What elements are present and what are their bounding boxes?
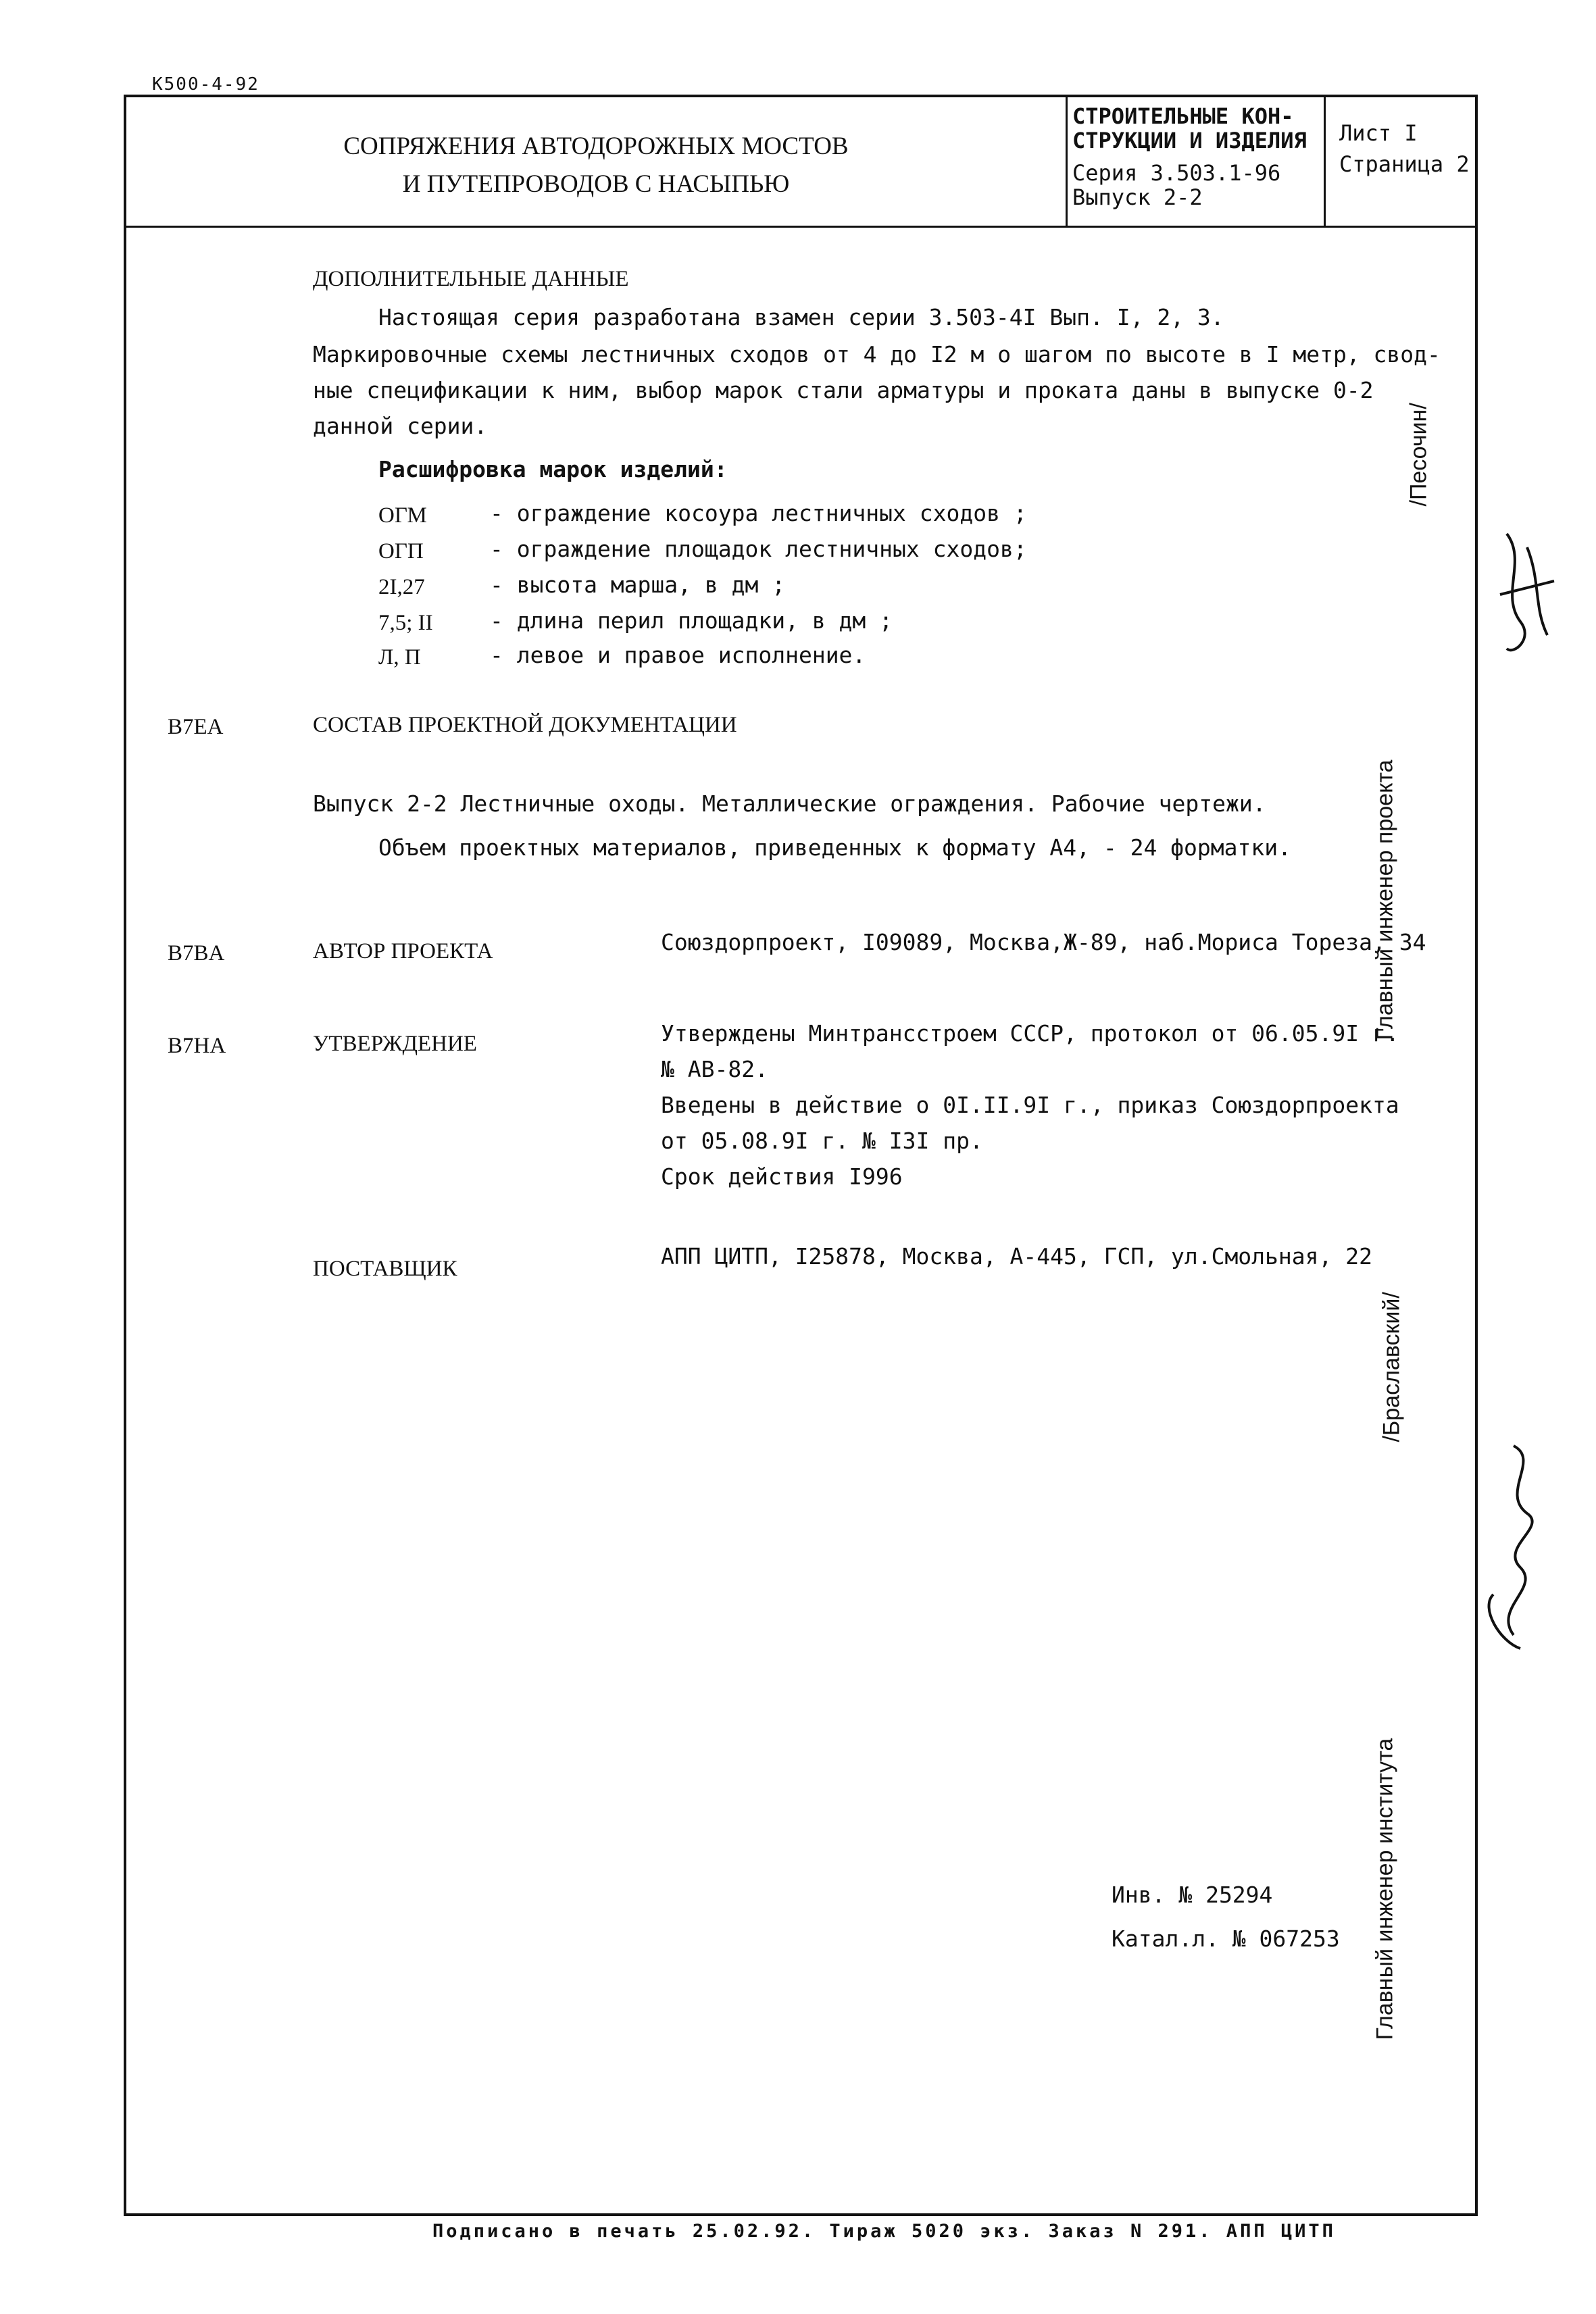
mark-desc: - левое и правое исполнение. xyxy=(490,642,866,668)
mark-desc: - ограждение площадок лестничных сходов; xyxy=(490,536,1027,562)
approval-heading: УТВЕРЖДЕНИЕ xyxy=(313,1032,477,1056)
header-divider-2 xyxy=(1324,97,1326,226)
category-line-2: СТРУКЦИИ И ИЗДЕЛИЯ xyxy=(1072,128,1307,153)
mark-code: ОГП xyxy=(378,539,424,563)
mark-code: ОГМ xyxy=(378,503,427,528)
header-divider-1 xyxy=(1066,97,1068,226)
page-number: Страница 2 xyxy=(1339,151,1470,177)
composition-line-1: Выпуск 2-2 Лестничные оходы. Металлические ограждения. Рабочие чертежи. xyxy=(313,790,1266,817)
additional-line-4: данной серии. xyxy=(313,413,488,439)
decode-heading: Расшифровка марок изделий: xyxy=(378,456,728,482)
section-code: B7BA xyxy=(168,941,225,965)
sheet-number: Лист I xyxy=(1339,120,1418,146)
approval-line-2: № АВ-82. xyxy=(661,1056,768,1082)
title-line-2: И ПУТЕПРОВОДОВ С НАСЫПЬЮ xyxy=(402,170,790,198)
approval-line-3: Введены в действие о 0I.II.9I г., приказ Союздорпроекта xyxy=(661,1092,1399,1118)
author-heading: АВТОР ПРОЕКТА xyxy=(313,939,493,963)
approval-line-1: Утверждены Минтрансстроем СССР, протокол от 06.05.9I г. xyxy=(661,1020,1399,1047)
series-block xyxy=(1072,104,1307,209)
mark-code: Л, П xyxy=(378,645,421,670)
issue-number: Выпуск 2-2 xyxy=(1072,184,1203,210)
signature-icon xyxy=(1473,1432,1561,1655)
approval-line-4: от 05.08.9I г. № I3I пр. xyxy=(661,1128,983,1154)
mark-desc: - высота марша, в дм ; xyxy=(490,572,786,598)
author-text: Союздорпроект, I09089, Москва,Ж-89, наб.Мориса Тореза, 34 xyxy=(661,929,1426,955)
mark-code: 2I,27 xyxy=(378,575,425,599)
section-code: B7EA xyxy=(168,715,224,739)
additional-heading: ДОПОЛНИТЕЛЬНЫЕ ДАННЫЕ xyxy=(313,267,629,291)
chief-institute-engineer-label: Главный инженер института xyxy=(1372,1738,1398,2040)
composition-line-2: Объем проектных материалов, приведенных к формату А4, - 24 форматки. xyxy=(378,834,1292,861)
series-number: Серия 3.503.1-96 xyxy=(1072,160,1281,186)
sheet-block xyxy=(1339,118,1470,180)
signatory-name-2: /Браславский/ xyxy=(1378,1292,1405,1442)
supplier-text: АПП ЦИТП, I25878, Москва, А-445, ГСП, ул.Смольная, 22 xyxy=(661,1243,1372,1269)
category-line-1: СТРОИТЕЛЬНЫЕ КОН- xyxy=(1072,103,1294,129)
mark-desc: - ограждение косоура лестничных сходов ; xyxy=(490,500,1027,526)
title-line-1: СОПРЯЖЕНИЯ АВТОДОРОЖНЫХ МОСТОВ xyxy=(343,132,849,160)
chief-project-engineer-label: Главный инженер проекта xyxy=(1372,759,1398,1040)
print-footer: Подписано в печать 25.02.92. Тираж 5020 экз. Заказ N 291. АПП ЦИТП xyxy=(432,2221,1336,2242)
section-code: B7HA xyxy=(168,1034,226,1058)
composition-heading: СОСТАВ ПРОЕКТНОЙ ДОКУМЕНТАЦИИ xyxy=(313,713,737,737)
inventory-number: Инв. № 25294 xyxy=(1112,1882,1273,1908)
mark-desc: - длина перил площадки, в дм ; xyxy=(490,607,893,634)
mark-code: 7,5; II xyxy=(378,611,433,635)
signature-icon xyxy=(1487,520,1568,662)
supplier-heading: ПОСТАВЩИК xyxy=(313,1257,457,1281)
document-title xyxy=(126,128,1066,203)
document-code: К500-4-92 xyxy=(152,74,259,95)
additional-line-1: Настоящая серия разработана взамен серии 3.503-4I Вып. I, 2, 3. xyxy=(378,304,1224,330)
catalog-number: Катал.л. № 067253 xyxy=(1112,1926,1340,1952)
header-bottom-rule xyxy=(126,226,1475,228)
approval-line-5: Срок действия I996 xyxy=(661,1163,903,1190)
signatory-name-1: /Песочин/ xyxy=(1405,403,1432,507)
additional-line-3: ные спецификации к ним, выбор марок стали арматуры и проката даны в выпуске 0-2 xyxy=(313,377,1374,403)
additional-line-2: Маркировочные схемы лестничных сходов от 4 до I2 м о шагом по высоте в I метр, свод- xyxy=(313,341,1441,368)
